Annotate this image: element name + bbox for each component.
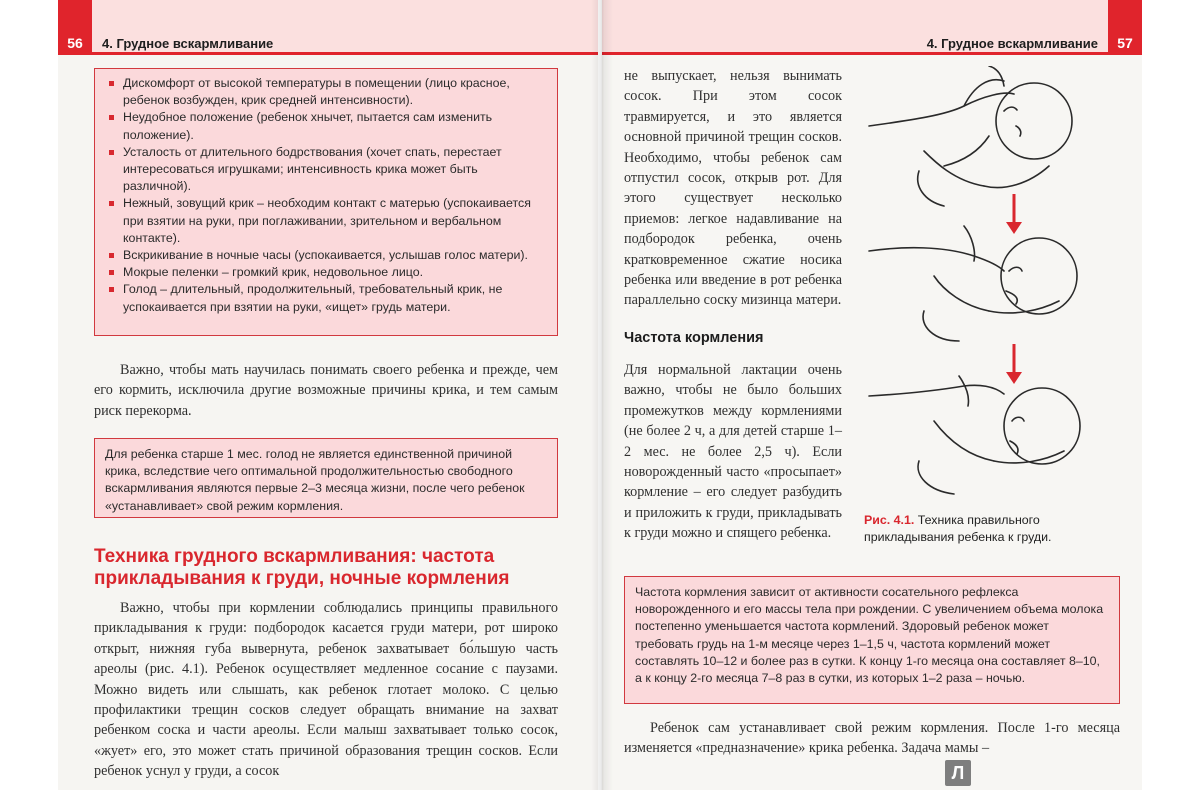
figure-caption-text: Техника правильного прикладывания ребенка к груди. bbox=[864, 513, 1052, 544]
right-paragraph-3 bbox=[624, 718, 1120, 759]
right-page bbox=[602, 0, 1142, 790]
figure-caption bbox=[864, 512, 1120, 546]
left-page-number: 56 bbox=[58, 0, 92, 55]
list-item: Дискомфорт от высокой температуры в помещении (лицо красное, ребенок возбужден, крик средней интенсивности). bbox=[107, 75, 545, 109]
note-text: Частота кормления зависит от активности сосательного рефлекса новорожденного и его массы тела при рождении. С увеличением объема молока постепенно уменьшается частота кормлений. Здоровый ребенок может требовать грудь на 1-м месяце через 1–1,5 ч, частота кормлений может составлять 10–12 и более раз в сутки. К концу 1-го месяца она составляет 8–10, а к концу 2-го месяца 7–8 раз в сутки, из которых 1–2 раза – ночью. bbox=[635, 585, 1104, 686]
note-text: Для ребенка старше 1 мес. голод не является единственной причиной крика, вследствие чего оптимальной продолжительностью свободного вскармливания являются первые 2–3 месяца жизни, после чего ребенок «устанавливает» свой режим кормления. bbox=[105, 447, 525, 513]
arrow-down-icon bbox=[1006, 194, 1022, 234]
paragraph: Важно, чтобы мать научилась понимать своего ребенка и прежде, чем его кормить, исключила другие возможные причины крика, и тем самым риск перекорма. bbox=[94, 362, 558, 419]
cry-reasons-list bbox=[107, 75, 545, 316]
litres-logo-icon: Л bbox=[945, 760, 971, 786]
list-item: Мокрые пеленки – громкий крик, недовольное лицо. bbox=[107, 264, 545, 281]
list-item: Усталость от длительного бодрствования (хочет спать, перестает интересоваться игрушками; интенсивность крика может быть различной). bbox=[107, 144, 545, 196]
left-paragraph-2 bbox=[94, 598, 558, 782]
right-running-head: 4. Грудное вскармливание bbox=[926, 36, 1098, 51]
list-item: Нежный, зовущий крик – необходим контакт с матерью (успокаивается при взятии на руки, при поглаживании, зрительном и вербальном контакте). bbox=[107, 195, 545, 247]
infant-drawing-2 bbox=[869, 226, 1077, 341]
left-header-line bbox=[58, 52, 598, 55]
figure-label: Рис. 4.1. bbox=[864, 513, 915, 527]
list-item: Неудобное положение (ребенок хнычет, пытается сам изменить положение). bbox=[107, 109, 545, 143]
right-paragraph-2 bbox=[624, 360, 842, 544]
cry-reasons-box bbox=[94, 68, 558, 336]
subheading: Частота кормления bbox=[624, 330, 764, 346]
right-note-box bbox=[624, 576, 1120, 704]
breastfeeding-illustration bbox=[864, 66, 1114, 506]
paragraph: Для нормальной лактации очень важно, чтобы не было больших промежутков между кормлениями (не более 2 ч, а для детей старше 1–2 мес. не более 2,5 ч). Если новорожденный часто «просыпает» кормление – его следует разбудить и приложить к груди, прикладывать к груди можно и спящего ребенка. bbox=[624, 362, 842, 542]
left-paragraph-1 bbox=[94, 360, 558, 421]
right-paragraph-1 bbox=[624, 66, 842, 311]
figure-4-1 bbox=[864, 66, 1114, 506]
left-running-head: 4. Грудное вскармливание bbox=[102, 36, 274, 51]
book-gutter bbox=[591, 0, 613, 790]
left-note-box bbox=[94, 438, 558, 518]
section-heading: Техника грудного вскармливания: частота прикладывания к груди, ночные кормления bbox=[94, 546, 510, 589]
paragraph: Важно, чтобы при кормлении соблюдались принципы правильного прикладывания к груди: подбородок касается груди матери, рот широко открыт, нижняя губа вывернута, ребенок захватывает бо́льшую часть ареолы (рис. 4.1). Ребенок осуществляет медленное сосание с паузами. Можно видеть или слышать, как ребенок глотает молоко. С целью профилактики трещин сосков следует обращать внимание на захват ребенком соска и части ареолы. Если малыш захватывает только сосок, «жует» его, это может стать причиной образования трещин сосков. Если ребенок уснул у груди, а сосок bbox=[94, 600, 558, 780]
right-page-number: 57 bbox=[1108, 0, 1142, 55]
paragraph: Ребенок сам устанавливает свой режим кормления. После 1-го месяца изменяется «предназначение» крика ребенка. Задача мамы – bbox=[624, 720, 1120, 757]
list-item: Голод – длительный, продолжительный, требовательный крик, не успокаивается при взятии на руки, «ищет» грудь матери. bbox=[107, 281, 545, 315]
list-item: Вскрикивание в ночные часы (успокаивается, услышав голос матери). bbox=[107, 247, 545, 264]
paragraph: не выпускает, нельзя вынимать сосок. При этом сосок травмируется, и это является основной причиной трещин сосков. Необходимо, чтобы ребенок сам отпустил сосок, открыв рот. Для этого существует несколько приемов: легкое надавливание на подбородок ребенка, очень кратковременное сжатие носика ребенка или введение в рот ребенка параллельно соску мизинца матери. bbox=[624, 68, 842, 309]
book-spread bbox=[58, 0, 1142, 800]
arrow-down-icon bbox=[1006, 344, 1022, 384]
right-header-line bbox=[602, 52, 1142, 55]
left-page bbox=[58, 0, 598, 790]
infant-drawing-1 bbox=[869, 66, 1072, 206]
infant-drawing-3 bbox=[869, 376, 1080, 494]
